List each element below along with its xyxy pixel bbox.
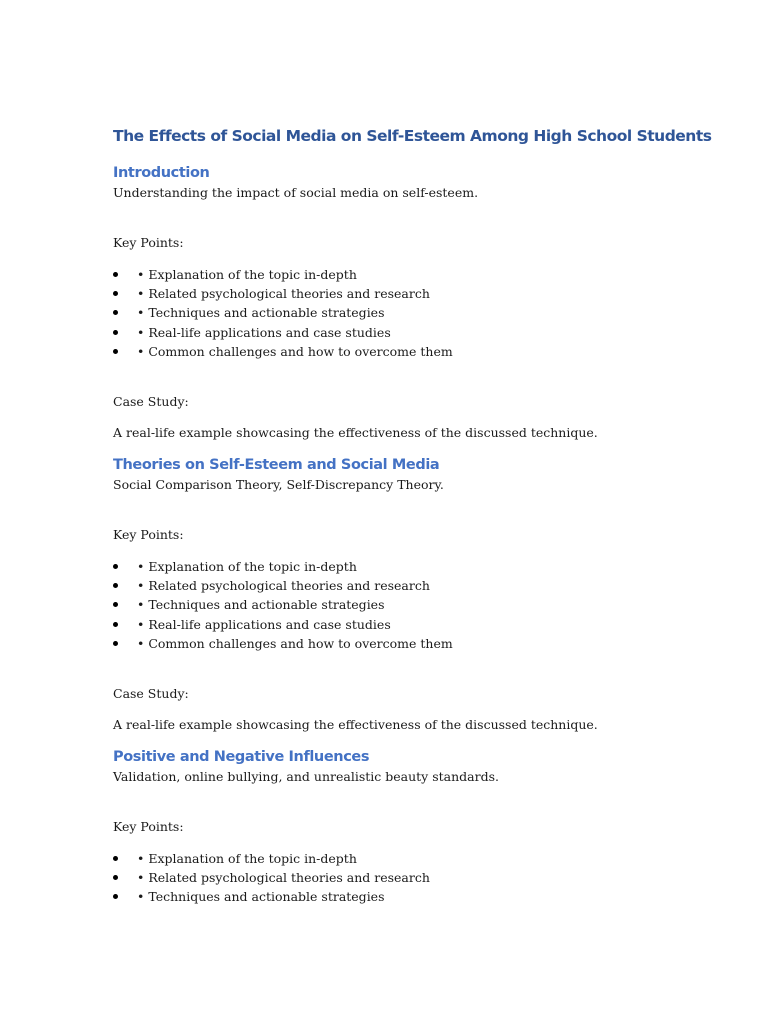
section-summary: Validation, online bullying, and unrealistic beauty standards.	[113, 768, 499, 784]
list-item-text: • Related psychological theories and research	[137, 870, 430, 886]
key-points-list	[113, 849, 713, 907]
section-heading-influences: Positive and Negative Influences	[113, 748, 370, 765]
list-item-text: • Real-life applications and case studies	[137, 324, 391, 340]
list-item-text: • Explanation of the topic in-depth	[137, 267, 357, 282]
list-item-text: • Techniques and actionable strategies	[137, 305, 385, 321]
bullet-icon	[113, 622, 118, 627]
key-points-label: Key Points:	[113, 818, 184, 834]
section-summary: Social Comparison Theory, Self-Discrepancy Theory.	[113, 476, 444, 492]
section-summary: Understanding the impact of social media on self-esteem.	[113, 185, 479, 200]
bullet-icon	[113, 875, 118, 880]
bullet-icon	[113, 641, 118, 646]
list-item	[113, 634, 713, 653]
list-item-text: • Common challenges and how to overcome them	[137, 635, 453, 651]
case-study-label: Case Study:	[113, 393, 189, 409]
bullet-icon	[113, 349, 118, 354]
case-study-text: A real-life example showcasing the effectiveness of the discussed technique.	[113, 716, 598, 732]
list-item	[113, 615, 713, 634]
case-study-text: A real-life example showcasing the effectiveness of the discussed technique.	[113, 424, 598, 440]
list-item	[113, 557, 713, 576]
document-title: The Effects of Social Media on Self-Esteem Among High School Students	[113, 127, 712, 145]
list-item	[113, 323, 713, 342]
section-heading-theories: Theories on Self-Esteem and Social Media	[113, 456, 440, 473]
key-points-label: Key Points:	[113, 526, 184, 542]
list-item-text: • Techniques and actionable strategies	[137, 889, 385, 905]
key-points-list	[113, 265, 713, 361]
list-item-text: • Common challenges and how to overcome them	[137, 343, 453, 359]
bullet-icon	[113, 894, 118, 899]
list-item-text: • Explanation of the topic in-depth	[137, 850, 357, 866]
list-item-text: • Techniques and actionable strategies	[137, 597, 385, 613]
bullet-icon	[113, 564, 118, 569]
list-item	[113, 576, 713, 595]
bullet-icon	[113, 583, 118, 588]
bullet-icon	[113, 310, 118, 315]
list-item	[113, 303, 713, 322]
list-item	[113, 887, 713, 906]
list-item	[113, 868, 713, 887]
document-page	[113, 124, 713, 906]
bullet-icon	[113, 291, 118, 296]
bullet-icon	[113, 330, 118, 335]
key-points-list	[113, 557, 713, 653]
list-item	[113, 849, 713, 868]
list-item	[113, 595, 713, 614]
bullet-icon	[113, 602, 118, 607]
list-item-text: • Related psychological theories and research	[137, 578, 430, 594]
list-item-text: • Real-life applications and case studies	[137, 616, 391, 632]
list-item	[113, 342, 713, 361]
case-study-label: Case Study:	[113, 685, 189, 701]
list-item	[113, 265, 713, 284]
list-item	[113, 284, 713, 303]
key-points-label: Key Points:	[113, 235, 184, 250]
list-item-text: • Explanation of the topic in-depth	[137, 558, 357, 574]
bullet-icon	[113, 272, 118, 277]
section-heading-introduction: Introduction	[113, 165, 210, 181]
bullet-icon	[113, 856, 118, 861]
list-item-text: • Related psychological theories and research	[137, 286, 430, 302]
